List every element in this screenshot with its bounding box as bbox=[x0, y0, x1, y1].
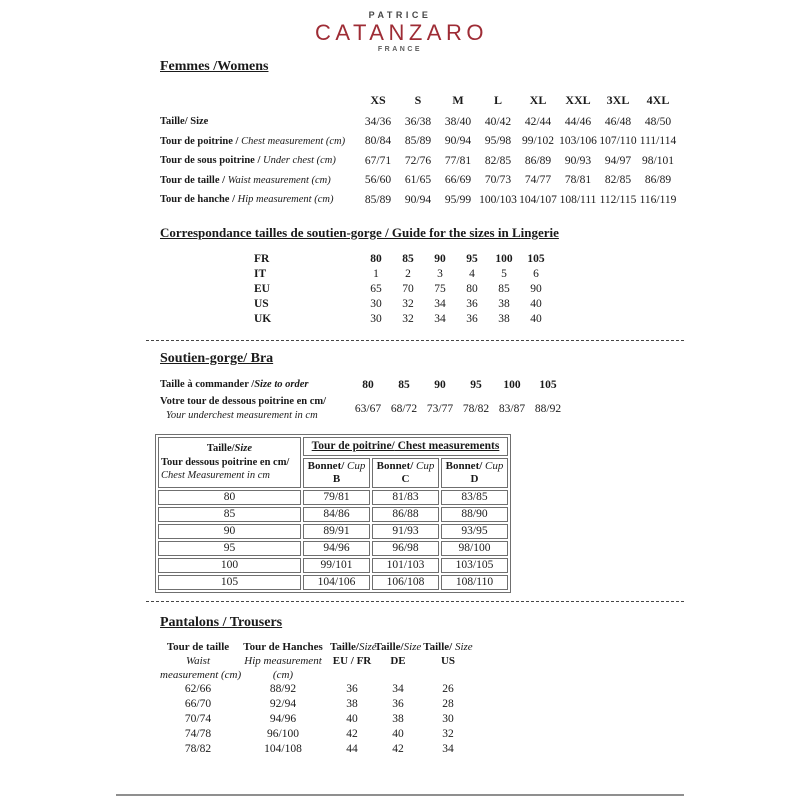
bra-order-value: 90 bbox=[434, 378, 446, 391]
size-column-header: XS bbox=[370, 92, 386, 107]
row-label-fr: Tour de sous poitrine / bbox=[160, 155, 263, 167]
trousers-column-header bbox=[236, 640, 330, 682]
cup-table-row bbox=[158, 541, 508, 556]
lingerie-value-cell: 4 bbox=[469, 268, 475, 280]
size-value-cell: 38/40 bbox=[444, 115, 472, 128]
cup-column-header bbox=[303, 458, 370, 488]
region-label: UK bbox=[254, 313, 272, 325]
bra-order-value: 100 bbox=[503, 378, 521, 391]
size-value-cell: 72/76 bbox=[404, 154, 432, 167]
trousers-header-taille bbox=[374, 640, 422, 654]
size-value-cell: 34/36 bbox=[364, 115, 392, 128]
row-label-en: Under chest (cm) bbox=[263, 155, 336, 167]
trousers-value-cell: 30 bbox=[442, 713, 454, 725]
document-page bbox=[116, 0, 684, 796]
cup-header-label bbox=[373, 460, 438, 473]
cup-value-cell: 83/85 bbox=[441, 490, 508, 505]
size-value-cell: 46/48 bbox=[604, 115, 632, 128]
corner-taille-fr: Taille/ bbox=[206, 443, 235, 454]
trousers-table-row bbox=[160, 682, 474, 697]
logo-france-text: FRANCE bbox=[377, 46, 423, 53]
trousers-header-fr: Tour de taille bbox=[166, 640, 230, 653]
size-value-cell: 90/94 bbox=[404, 193, 432, 206]
size-value-cell: 82/85 bbox=[604, 174, 632, 187]
lingerie-value-cell: 40 bbox=[530, 313, 542, 325]
cup-header-en: Cup bbox=[482, 459, 504, 472]
cup-letter: B bbox=[332, 472, 341, 485]
bra-underchest-value: 73/77 bbox=[426, 403, 454, 415]
cup-column-header bbox=[372, 458, 439, 488]
cup-value-cell: 103/105 bbox=[441, 558, 508, 573]
trousers-value-cell: 28 bbox=[442, 698, 454, 710]
size-value-cell: 56/60 bbox=[364, 174, 392, 187]
chest-measurements-underlined bbox=[312, 440, 500, 452]
trousers-header-fr: Tour de Hanches bbox=[243, 640, 323, 653]
cup-value-cell: 108/110 bbox=[441, 575, 508, 590]
size-value-cell: 98/101 bbox=[642, 154, 674, 167]
trousers-header-row bbox=[160, 640, 474, 682]
trousers-size-table bbox=[160, 640, 474, 757]
trousers-header-en: (cm) bbox=[272, 668, 294, 681]
size-column-header: 3XL bbox=[606, 92, 630, 107]
size-column-header: 4XL bbox=[646, 92, 670, 107]
trousers-column-header bbox=[422, 640, 474, 682]
bra-underchest-label-en: Your underchest measurement in cm bbox=[166, 410, 318, 421]
size-column-header: M bbox=[452, 92, 464, 107]
lingerie-value-cell: 3 bbox=[437, 268, 443, 280]
size-value-cell: 85/89 bbox=[404, 135, 432, 148]
trousers-value-cell: 34 bbox=[392, 683, 404, 695]
bra-table-body bbox=[160, 376, 566, 425]
size-value-cell: 40/42 bbox=[484, 115, 512, 128]
lingerie-value-cell: 70 bbox=[402, 283, 414, 295]
size-value-cell: 112/115 bbox=[599, 193, 637, 206]
lingerie-section-heading: Correspondance tailles de soutien-gorge / Guide for the sizes in Lingerie bbox=[160, 224, 559, 240]
bra-size-table bbox=[160, 376, 566, 425]
chest-header-fr: Tour de poitrine/ bbox=[311, 440, 395, 452]
lingerie-value-cell: 30 bbox=[370, 313, 382, 325]
trousers-value-cell: 34 bbox=[442, 743, 454, 755]
womens-size-header-row bbox=[160, 88, 678, 112]
lingerie-value-cell: 5 bbox=[501, 268, 507, 280]
measurement-row-label bbox=[160, 151, 358, 171]
trousers-header-en: Hip measurement bbox=[244, 654, 322, 667]
lingerie-value-cell: 32 bbox=[402, 313, 414, 325]
cup-table-body bbox=[158, 490, 508, 590]
lingerie-value-cell: 95 bbox=[466, 253, 478, 265]
size-value-cell: 94/97 bbox=[604, 154, 632, 167]
trousers-section-heading: Pantalons / Trousers bbox=[160, 614, 283, 630]
cup-table-row bbox=[158, 507, 508, 522]
size-column-header: XXL bbox=[565, 92, 591, 107]
size-value-cell: 95/98 bbox=[484, 135, 512, 148]
measurement-row-label bbox=[160, 112, 358, 132]
trousers-value-cell: 38 bbox=[392, 713, 404, 725]
trousers-header-en: measurement (cm) bbox=[160, 668, 242, 681]
cup-table-row bbox=[158, 524, 508, 539]
measurement-row-label bbox=[160, 190, 358, 210]
bra-underchest-label-fr: Votre tour de dessous poitrine en cm/ bbox=[160, 396, 327, 407]
cup-table-row bbox=[158, 490, 508, 505]
lingerie-value-cell: 36 bbox=[466, 313, 478, 325]
trousers-value-cell: 62/66 bbox=[184, 683, 212, 695]
lingerie-size-table bbox=[230, 252, 552, 327]
measurement-row-label bbox=[160, 132, 358, 152]
lingerie-value-cell: 6 bbox=[533, 268, 539, 280]
trousers-header-taille bbox=[422, 640, 474, 654]
dashed-separator-1 bbox=[146, 340, 684, 341]
lingerie-value-cell: 65 bbox=[370, 283, 382, 295]
cup-header-fr: Bonnet/ bbox=[445, 459, 483, 472]
cup-value-cell: 104/106 bbox=[303, 575, 370, 590]
region-label: IT bbox=[254, 268, 267, 280]
cup-header-label bbox=[304, 460, 369, 473]
size-value-cell: 90/94 bbox=[444, 135, 472, 148]
womens-table-row bbox=[160, 132, 678, 152]
trousers-value-cell: 36 bbox=[392, 698, 404, 710]
corner-size-en: Size bbox=[234, 443, 253, 454]
trousers-value-cell: 94/96 bbox=[269, 713, 297, 725]
trousers-table-row bbox=[160, 712, 474, 727]
cup-value-cell: 84/86 bbox=[303, 507, 370, 522]
cup-header-fr: Bonnet/ bbox=[376, 459, 414, 472]
womens-table-row bbox=[160, 151, 678, 171]
trousers-header-region: EU / FR bbox=[332, 654, 372, 667]
size-value-cell: 90/93 bbox=[564, 154, 592, 167]
size-value-cell: 44/46 bbox=[564, 115, 592, 128]
lingerie-value-cell: 80 bbox=[466, 283, 478, 295]
cup-table-row bbox=[158, 558, 508, 573]
chest-header-en: Chest measurements bbox=[394, 440, 500, 452]
cup-header-fr: Bonnet/ bbox=[307, 459, 345, 472]
trousers-value-cell: 26 bbox=[442, 683, 454, 695]
cup-size-cell: 100 bbox=[158, 558, 301, 573]
trousers-value-cell: 78/82 bbox=[184, 743, 212, 755]
lingerie-value-cell: 34 bbox=[434, 298, 446, 310]
size-value-cell: 86/89 bbox=[644, 174, 672, 187]
trousers-header-size: Size bbox=[358, 640, 377, 653]
cup-header-label bbox=[442, 460, 507, 473]
size-value-cell: 95/99 bbox=[444, 193, 472, 206]
lingerie-table-row bbox=[230, 267, 552, 282]
trousers-value-cell: 88/92 bbox=[269, 683, 297, 695]
size-value-cell: 48/50 bbox=[644, 115, 672, 128]
size-value-cell: 74/77 bbox=[524, 174, 552, 187]
row-label-en: Chest measurement (cm) bbox=[241, 135, 346, 147]
trousers-table-row bbox=[160, 697, 474, 712]
lingerie-value-cell: 80 bbox=[370, 253, 382, 265]
lingerie-value-cell: 32 bbox=[402, 298, 414, 310]
bra-order-label-en: Size to order bbox=[254, 379, 309, 390]
lingerie-value-cell: 38 bbox=[498, 313, 510, 325]
cup-size-cell: 95 bbox=[158, 541, 301, 556]
trousers-header-fr: Taille/ bbox=[330, 640, 359, 653]
trousers-column-header bbox=[160, 640, 242, 682]
size-value-cell: 36/38 bbox=[404, 115, 432, 128]
row-label-fr: Tour de hanche / bbox=[160, 194, 238, 206]
size-value-cell: 70/73 bbox=[484, 174, 512, 187]
row-label-fr: Tour de poitrine / bbox=[160, 135, 242, 147]
cup-value-cell: 94/96 bbox=[303, 541, 370, 556]
cup-value-cell: 98/100 bbox=[441, 541, 508, 556]
size-value-cell: 61/65 bbox=[404, 174, 432, 187]
corner-chest-en: Chest Measurement in cm bbox=[161, 470, 270, 481]
size-value-cell: 66/69 bbox=[444, 174, 472, 187]
size-value-cell: 103/106 bbox=[559, 135, 597, 148]
trousers-value-cell: 36 bbox=[346, 683, 358, 695]
size-value-cell: 85/89 bbox=[364, 193, 392, 206]
row-label-en: Hip measurement (cm) bbox=[237, 194, 334, 206]
cup-letter: C bbox=[401, 472, 410, 485]
cup-value-cell: 93/95 bbox=[441, 524, 508, 539]
size-column-header: L bbox=[493, 92, 502, 107]
lingerie-value-cell: 100 bbox=[495, 253, 513, 265]
bra-order-value: 80 bbox=[362, 378, 374, 391]
cup-value-cell: 101/103 bbox=[372, 558, 439, 573]
trousers-value-cell: 32 bbox=[442, 728, 454, 740]
cup-value-cell: 81/83 bbox=[372, 490, 439, 505]
cup-measurement-table bbox=[155, 434, 511, 593]
lingerie-value-cell: 90 bbox=[434, 253, 446, 265]
bra-underchest-value: 78/82 bbox=[462, 403, 490, 415]
cup-table-row bbox=[158, 575, 508, 590]
bra-order-label-fr: Taille à commander / bbox=[160, 379, 255, 390]
cup-value-cell: 99/101 bbox=[303, 558, 370, 573]
cup-value-cell: 96/98 bbox=[372, 541, 439, 556]
corner-taille-size bbox=[161, 442, 298, 456]
lingerie-table-row bbox=[230, 252, 552, 267]
trousers-column-header bbox=[374, 640, 422, 682]
trousers-column-header bbox=[330, 640, 377, 682]
size-value-cell: 80/84 bbox=[364, 135, 392, 148]
logo-patrice-text: PATRICE bbox=[368, 10, 432, 20]
trousers-value-cell: 66/70 bbox=[184, 698, 212, 710]
bra-underchest-value: 68/72 bbox=[390, 403, 418, 415]
trousers-header-region: US bbox=[440, 654, 456, 667]
cup-size-cell: 80 bbox=[158, 490, 301, 505]
cup-header-en: Cup bbox=[344, 459, 366, 472]
trousers-header-size: Size bbox=[454, 640, 473, 653]
bra-order-row bbox=[160, 376, 566, 394]
trousers-value-cell: 92/94 bbox=[269, 698, 297, 710]
row-label-en: Waist measurement (cm) bbox=[227, 174, 331, 186]
size-value-cell: 111/114 bbox=[639, 135, 677, 148]
bra-underchest-label bbox=[160, 394, 350, 425]
lingerie-value-cell: 34 bbox=[434, 313, 446, 325]
womens-table-row bbox=[160, 171, 678, 191]
chest-measurements-span-header bbox=[303, 437, 508, 456]
lingerie-value-cell: 2 bbox=[405, 268, 411, 280]
lingerie-value-cell: 30 bbox=[370, 298, 382, 310]
trousers-table-body bbox=[160, 682, 474, 757]
cup-value-cell: 79/81 bbox=[303, 490, 370, 505]
trousers-value-cell: 42 bbox=[392, 743, 404, 755]
womens-table-row bbox=[160, 112, 678, 132]
trousers-value-cell: 40 bbox=[392, 728, 404, 740]
trousers-header-taille bbox=[330, 640, 377, 654]
size-column-header: S bbox=[414, 92, 422, 107]
cup-header-en: Cup bbox=[413, 459, 435, 472]
cup-value-cell: 86/88 bbox=[372, 507, 439, 522]
trousers-header-fr: Taille/ bbox=[423, 640, 455, 653]
lingerie-table-row bbox=[230, 312, 552, 327]
size-value-cell: 77/81 bbox=[444, 154, 472, 167]
dashed-separator-2 bbox=[146, 601, 684, 602]
bra-underchest-value: 88/92 bbox=[534, 403, 562, 415]
trousers-value-cell: 42 bbox=[346, 728, 358, 740]
cup-table-corner-cell bbox=[158, 437, 301, 488]
trousers-table-row bbox=[160, 727, 474, 742]
cup-column-header bbox=[441, 458, 508, 488]
lingerie-value-cell: 90 bbox=[530, 283, 542, 295]
corner-underbust-fr: Tour dessous poitrine en cm/ bbox=[161, 457, 290, 468]
row-label-fr: Tour de taille / bbox=[160, 174, 228, 186]
lingerie-value-cell: 1 bbox=[373, 268, 379, 280]
trousers-header-size: Size bbox=[403, 640, 422, 653]
trousers-header-region: DE bbox=[390, 654, 406, 667]
region-label: US bbox=[254, 298, 269, 310]
trousers-value-cell: 70/74 bbox=[184, 713, 212, 725]
size-value-cell: 67/71 bbox=[364, 154, 392, 167]
bra-order-value: 85 bbox=[398, 378, 410, 391]
trousers-header-fr: Taille/ bbox=[374, 640, 404, 653]
bra-underchest-value: 83/87 bbox=[498, 403, 526, 415]
trousers-value-cell: 40 bbox=[346, 713, 358, 725]
lingerie-table-row bbox=[230, 282, 552, 297]
trousers-value-cell: 38 bbox=[346, 698, 358, 710]
lingerie-value-cell: 105 bbox=[527, 253, 545, 265]
trousers-table-row bbox=[160, 742, 474, 757]
womens-table-body bbox=[160, 112, 678, 210]
size-value-cell: 42/44 bbox=[524, 115, 552, 128]
size-value-cell: 99/102 bbox=[522, 135, 554, 148]
size-value-cell: 82/85 bbox=[484, 154, 512, 167]
lingerie-value-cell: 75 bbox=[434, 283, 446, 295]
cup-value-cell: 91/93 bbox=[372, 524, 439, 539]
size-value-cell: 78/81 bbox=[564, 174, 592, 187]
cup-value-cell: 106/108 bbox=[372, 575, 439, 590]
size-value-cell: 104/107 bbox=[519, 193, 557, 206]
lingerie-value-cell: 38 bbox=[498, 298, 510, 310]
measurement-row-label bbox=[160, 171, 358, 191]
womens-table-row bbox=[160, 190, 678, 210]
cup-value-cell: 88/90 bbox=[441, 507, 508, 522]
row-label-fr: Taille/ Size bbox=[160, 116, 209, 128]
bra-underchest-value: 63/67 bbox=[354, 403, 382, 415]
trousers-value-cell: 104/108 bbox=[264, 743, 302, 755]
womens-section-heading: Femmes /Womens bbox=[160, 59, 269, 74]
cup-size-cell: 90 bbox=[158, 524, 301, 539]
lingerie-table-body bbox=[230, 252, 552, 327]
trousers-value-cell: 44 bbox=[346, 743, 358, 755]
womens-header-spacer bbox=[160, 88, 358, 112]
lingerie-value-cell: 36 bbox=[466, 298, 478, 310]
lingerie-value-cell: 85 bbox=[498, 283, 510, 295]
cup-value-cell: 89/91 bbox=[303, 524, 370, 539]
cup-letter: D bbox=[470, 472, 479, 485]
trousers-header-en: Waist bbox=[185, 654, 211, 667]
cup-table-header-row-1 bbox=[158, 437, 508, 456]
lingerie-value-cell: 40 bbox=[530, 298, 542, 310]
size-value-cell: 86/89 bbox=[524, 154, 552, 167]
region-label: FR bbox=[254, 253, 270, 265]
womens-size-table bbox=[160, 88, 678, 210]
brand-logo bbox=[116, 0, 684, 53]
size-value-cell: 116/119 bbox=[639, 193, 677, 206]
bra-underchest-row bbox=[160, 394, 566, 425]
region-label: EU bbox=[254, 283, 270, 295]
trousers-value-cell: 96/100 bbox=[267, 728, 299, 740]
bra-order-label bbox=[160, 376, 350, 394]
lingerie-table-row bbox=[230, 297, 552, 312]
bra-order-value: 95 bbox=[470, 378, 482, 391]
size-value-cell: 107/110 bbox=[599, 135, 637, 148]
size-value-cell: 100/103 bbox=[479, 193, 517, 206]
size-column-header: XL bbox=[529, 92, 547, 107]
lingerie-value-cell: 85 bbox=[402, 253, 414, 265]
bra-section-heading: Soutien-gorge/ Bra bbox=[160, 350, 274, 366]
cup-size-cell: 105 bbox=[158, 575, 301, 590]
trousers-value-cell: 74/78 bbox=[184, 728, 212, 740]
size-value-cell: 108/111 bbox=[559, 193, 597, 206]
bra-order-value: 105 bbox=[539, 378, 557, 391]
logo-catanzaro-text: CATANZARO bbox=[315, 20, 488, 45]
cup-size-cell: 85 bbox=[158, 507, 301, 522]
